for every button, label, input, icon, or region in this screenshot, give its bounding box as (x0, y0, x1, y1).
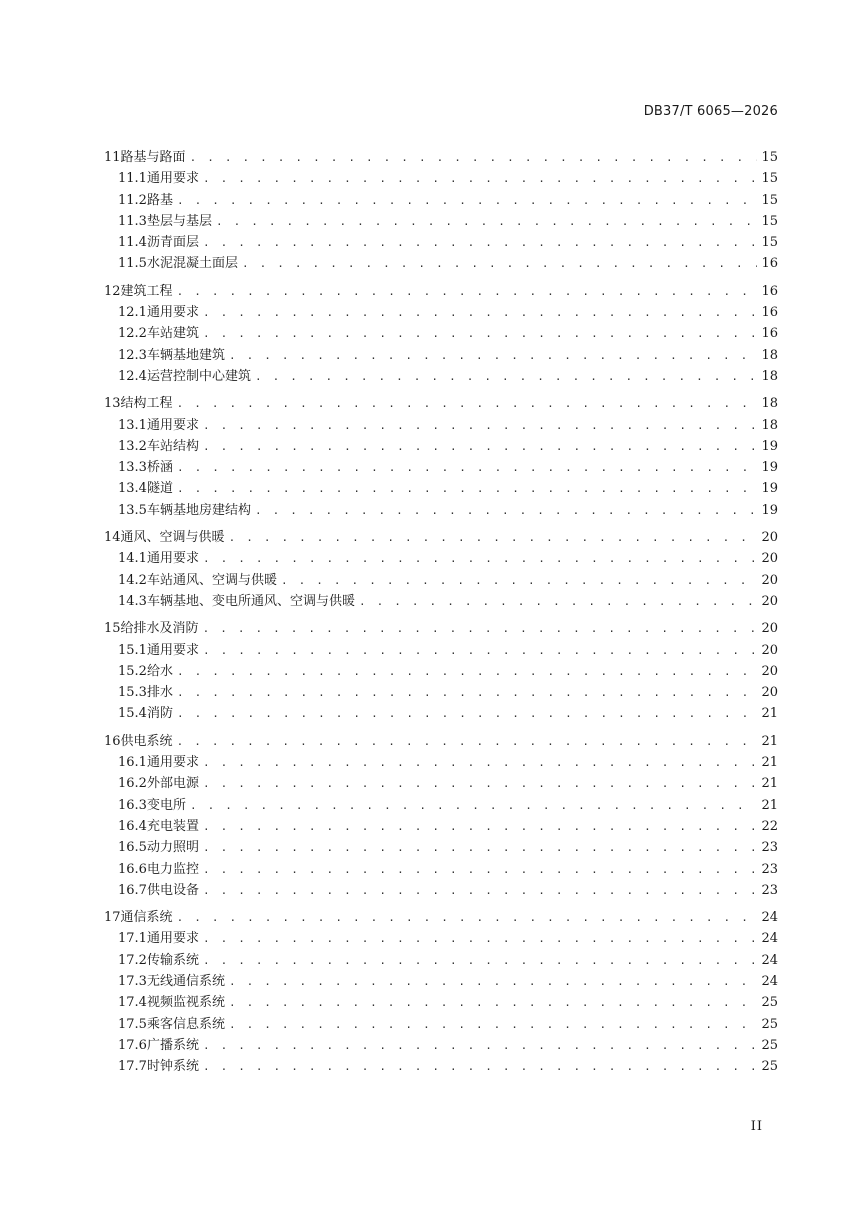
toc-entry-number: 17.4 (118, 995, 147, 1011)
toc-entry-title: 隧道 (146, 481, 173, 497)
toc-entry-page: 20 (761, 572, 778, 588)
toc-entry-page: 20 (761, 551, 778, 567)
toc-section-entry[interactable] (104, 591, 778, 612)
toc-entry-page: 19 (761, 438, 778, 454)
toc-entry-page: 18 (761, 347, 778, 363)
toc-entry-title: 通用要求 (146, 755, 199, 771)
toc-entry-page: 25 (761, 995, 778, 1011)
toc-entry-number: 14.3 (118, 593, 147, 609)
toc-entry-title: 通用要求 (146, 171, 199, 187)
toc-chapter-entry[interactable] (104, 907, 778, 928)
toc-entry-page: 20 (761, 642, 778, 658)
toc-entry-number: 17.6 (118, 1037, 147, 1053)
toc-entry-page: 16 (761, 326, 778, 342)
toc-entry-number: 12.4 (118, 368, 147, 384)
toc-entry-page: 24 (761, 931, 778, 947)
toc-entry-number: 15 (104, 621, 121, 637)
toc-entry-page: 18 (761, 417, 778, 433)
toc-entry-page: 25 (761, 1016, 778, 1032)
toc-entry-page: 18 (761, 396, 778, 412)
toc-dot-leader (190, 147, 758, 168)
toc-section-entry[interactable] (104, 703, 778, 724)
toc-dot-leader (203, 880, 757, 901)
toc-entry-number: 16.2 (118, 776, 147, 792)
toc-section-entry[interactable] (104, 1035, 778, 1056)
toc-entry-title: 供电系统 (120, 733, 173, 749)
toc-entry-page: 21 (761, 797, 778, 813)
toc-section-entry[interactable] (104, 190, 778, 211)
toc-entry-number: 16.7 (118, 882, 147, 898)
toc-entry-page: 20 (761, 663, 778, 679)
toc-dot-leader (203, 816, 757, 837)
toc-dot-leader (203, 950, 757, 971)
toc-entry-number: 11.2 (118, 192, 147, 208)
toc-section-entry[interactable] (104, 500, 778, 521)
toc-dot-leader (229, 527, 758, 548)
toc-entry-number: 17.1 (118, 931, 147, 947)
toc-section-entry[interactable] (104, 950, 778, 971)
toc-entry-title: 消防 (146, 706, 173, 722)
toc-dot-leader (359, 591, 757, 612)
toc-entry-number: 12.1 (118, 305, 147, 321)
toc-entry-number: 11.3 (118, 213, 147, 229)
toc-entry-title: 沥青面层 (146, 235, 199, 251)
toc-entry-title: 水泥混凝土面层 (146, 256, 238, 272)
toc-entry-page: 20 (761, 621, 778, 637)
toc-chapter-entry[interactable] (104, 527, 778, 548)
toc-section-entry[interactable] (104, 795, 778, 816)
toc-dot-leader (177, 703, 757, 724)
toc-dot-leader (177, 478, 757, 499)
toc-entry-title: 视频监视系统 (146, 995, 225, 1011)
toc-section-entry[interactable] (104, 168, 778, 189)
page-number: II (750, 1119, 763, 1134)
toc-dot-leader (255, 500, 757, 521)
toc-section-entry[interactable] (104, 880, 778, 901)
toc-entry-page: 25 (761, 1059, 778, 1075)
toc-entry-title: 通用要求 (146, 551, 199, 567)
toc-section-entry[interactable] (104, 752, 778, 773)
toc-dot-leader (203, 640, 757, 661)
toc-entry-page: 23 (761, 861, 778, 877)
toc-dot-leader (203, 773, 757, 794)
toc-entry-number: 16 (104, 733, 121, 749)
toc-entry-page: 15 (761, 150, 778, 165)
toc-entry-number: 11 (104, 150, 121, 165)
toc-dot-leader (203, 232, 757, 253)
toc-dot-leader (281, 570, 757, 591)
toc-dot-leader (229, 1014, 757, 1035)
toc-entry-page: 20 (761, 685, 778, 701)
toc-entry-title: 时钟系统 (146, 1059, 199, 1075)
toc-entry-number: 14.2 (118, 572, 147, 588)
toc-entry-title: 路基 (146, 192, 173, 208)
toc-dot-leader (216, 211, 757, 232)
toc-dot-leader (177, 393, 758, 414)
toc-entry-page: 20 (761, 593, 778, 609)
toc-entry-page: 24 (761, 952, 778, 968)
toc-entry-number: 16.4 (118, 818, 147, 834)
toc-entry-title: 通信系统 (120, 910, 173, 926)
toc-entry-title: 给排水及消防 (120, 621, 199, 637)
toc-entry-page: 21 (761, 706, 778, 722)
toc-entry-title: 供电设备 (146, 882, 199, 898)
toc-entry-title: 车站通风、空调与供暖 (146, 572, 277, 588)
toc-entry-page: 16 (761, 283, 778, 299)
toc-dot-leader (203, 859, 757, 880)
toc-section-entry[interactable] (104, 345, 778, 366)
toc-entry-title: 路基与路面 (120, 150, 186, 165)
toc-entry-number: 13.1 (118, 417, 147, 433)
toc-entry-title: 垫层与基层 (146, 213, 212, 229)
toc-dot-leader (203, 1056, 757, 1077)
toc-entry-page: 21 (761, 755, 778, 771)
toc-entry-title: 排水 (146, 685, 173, 701)
toc-dot-leader (177, 907, 758, 928)
toc-entry-page: 15 (761, 171, 778, 187)
toc-entry-number: 14.1 (118, 551, 147, 567)
toc-chapter-entry[interactable] (104, 393, 778, 414)
toc-section-entry[interactable] (104, 640, 778, 661)
toc-chapter-entry[interactable] (104, 731, 778, 752)
toc-entry-title: 通用要求 (146, 305, 199, 321)
toc-entry-number: 12.2 (118, 326, 147, 342)
toc-entry-title: 电力监控 (146, 861, 199, 877)
toc-entry-page: 18 (761, 368, 778, 384)
toc-entry-title: 车站建筑 (146, 326, 199, 342)
toc-section-entry[interactable] (104, 682, 778, 703)
toc-dot-leader (203, 436, 757, 457)
toc-section-entry[interactable] (104, 971, 778, 992)
toc-entry-page: 19 (761, 460, 778, 476)
toc-entry-number: 15.2 (118, 663, 147, 679)
toc-entry-page: 23 (761, 840, 778, 856)
toc-entry-page: 22 (761, 818, 778, 834)
toc-entry-page: 15 (761, 213, 778, 229)
table-of-contents (104, 147, 778, 1077)
toc-entry-number: 16.3 (118, 797, 147, 813)
toc-entry-title: 变电所 (146, 797, 186, 813)
toc-entry-number: 13.2 (118, 438, 147, 454)
toc-entry-title: 乘客信息系统 (146, 1016, 225, 1032)
toc-dot-leader (203, 1035, 757, 1056)
toc-entry-number: 14 (104, 530, 121, 546)
toc-dot-leader (177, 661, 757, 682)
toc-dot-leader (203, 302, 757, 323)
toc-entry-number: 15.1 (118, 642, 147, 658)
toc-entry-title: 车辆基地、变电所通风、空调与供暖 (146, 593, 355, 609)
toc-entry-title: 给水 (146, 663, 173, 679)
toc-dot-leader (229, 345, 757, 366)
toc-entry-number: 15.3 (118, 685, 147, 701)
toc-section-entry[interactable] (104, 323, 778, 344)
toc-dot-leader (229, 992, 757, 1013)
toc-dot-leader (177, 457, 757, 478)
toc-entry-title: 无线通信系统 (146, 973, 225, 989)
toc-section-entry[interactable] (104, 1056, 778, 1077)
toc-entry-number: 15.4 (118, 706, 147, 722)
toc-chapter-entry[interactable] (104, 281, 778, 302)
toc-entry-page: 20 (761, 530, 778, 546)
toc-chapter-entry[interactable] (104, 618, 778, 639)
toc-section-entry[interactable] (104, 1014, 778, 1035)
toc-entry-page: 16 (761, 256, 778, 272)
toc-entry-number: 12 (104, 283, 121, 299)
toc-section-entry[interactable] (104, 859, 778, 880)
toc-dot-leader (177, 190, 757, 211)
toc-entry-title: 通用要求 (146, 642, 199, 658)
toc-entry-title: 通用要求 (146, 931, 199, 947)
toc-dot-leader (203, 415, 757, 436)
toc-chapter-entry[interactable] (104, 147, 778, 168)
toc-entry-title: 车辆基地房建结构 (146, 502, 251, 518)
toc-section-entry[interactable] (104, 478, 778, 499)
toc-entry-number: 17 (104, 910, 121, 926)
toc-dot-leader (177, 682, 757, 703)
toc-dot-leader (203, 837, 757, 858)
toc-section-entry[interactable] (104, 837, 778, 858)
toc-dot-leader (203, 752, 757, 773)
toc-entry-number: 12.3 (118, 347, 147, 363)
toc-entry-title: 运营控制中心建筑 (146, 368, 251, 384)
toc-entry-page: 23 (761, 882, 778, 898)
toc-entry-number: 13 (104, 396, 121, 412)
toc-entry-number: 13.4 (118, 481, 147, 497)
toc-section-entry[interactable] (104, 661, 778, 682)
toc-dot-leader (190, 795, 757, 816)
toc-section-entry[interactable] (104, 992, 778, 1013)
document-code: DB37/T 6065—2026 (643, 104, 778, 119)
toc-entry-number: 11.5 (118, 256, 147, 272)
toc-entry-number: 13.3 (118, 460, 147, 476)
toc-entry-title: 通用要求 (146, 417, 199, 433)
toc-dot-leader (229, 971, 757, 992)
toc-entry-number: 16.6 (118, 861, 147, 877)
toc-entry-number: 17.3 (118, 973, 147, 989)
toc-entry-number: 17.2 (118, 952, 147, 968)
toc-entry-page: 15 (761, 192, 778, 208)
toc-entry-title: 广播系统 (146, 1037, 199, 1053)
toc-entry-number: 13.5 (118, 502, 147, 518)
toc-entry-number: 16.5 (118, 840, 147, 856)
toc-entry-page: 19 (761, 481, 778, 497)
toc-entry-title: 车站结构 (146, 438, 199, 454)
toc-entry-page: 24 (761, 910, 778, 926)
toc-entry-title: 通风、空调与供暖 (120, 530, 225, 546)
toc-entry-title: 结构工程 (120, 396, 173, 412)
toc-dot-leader (203, 323, 757, 344)
toc-section-entry[interactable] (104, 436, 778, 457)
toc-entry-page: 19 (761, 502, 778, 518)
toc-entry-page: 16 (761, 305, 778, 321)
toc-section-entry[interactable] (104, 253, 778, 274)
toc-section-entry[interactable] (104, 232, 778, 253)
toc-section-entry[interactable] (104, 366, 778, 387)
toc-entry-page: 15 (761, 235, 778, 251)
toc-entry-page: 24 (761, 973, 778, 989)
toc-entry-number: 11.1 (118, 171, 147, 187)
toc-section-entry[interactable] (104, 548, 778, 569)
toc-entry-title: 外部电源 (146, 776, 199, 792)
toc-section-entry[interactable] (104, 816, 778, 837)
toc-entry-number: 11.4 (118, 235, 147, 251)
toc-dot-leader (177, 281, 758, 302)
toc-dot-leader (203, 548, 757, 569)
toc-dot-leader (242, 253, 757, 274)
toc-entry-number: 16.1 (118, 755, 147, 771)
toc-section-entry[interactable] (104, 928, 778, 949)
toc-entry-title: 车辆基地建筑 (146, 347, 225, 363)
toc-dot-leader (203, 168, 757, 189)
toc-entry-page: 25 (761, 1037, 778, 1053)
toc-section-entry[interactable] (104, 415, 778, 436)
toc-dot-leader (203, 618, 758, 639)
toc-section-entry[interactable] (104, 211, 778, 232)
toc-dot-leader (255, 366, 757, 387)
toc-entry-page: 21 (761, 733, 778, 749)
toc-entry-title: 动力照明 (146, 840, 199, 856)
toc-entry-title: 传输系统 (146, 952, 199, 968)
toc-entry-title: 桥涵 (146, 460, 173, 476)
toc-entry-number: 17.7 (118, 1059, 147, 1075)
toc-entry-title: 建筑工程 (120, 283, 173, 299)
toc-dot-leader (203, 928, 757, 949)
toc-entry-title: 充电装置 (146, 818, 199, 834)
toc-section-entry[interactable] (104, 773, 778, 794)
toc-entry-number: 17.5 (118, 1016, 147, 1032)
toc-entry-page: 21 (761, 776, 778, 792)
toc-section-entry[interactable] (104, 570, 778, 591)
toc-section-entry[interactable] (104, 457, 778, 478)
toc-dot-leader (177, 731, 758, 752)
toc-section-entry[interactable] (104, 302, 778, 323)
